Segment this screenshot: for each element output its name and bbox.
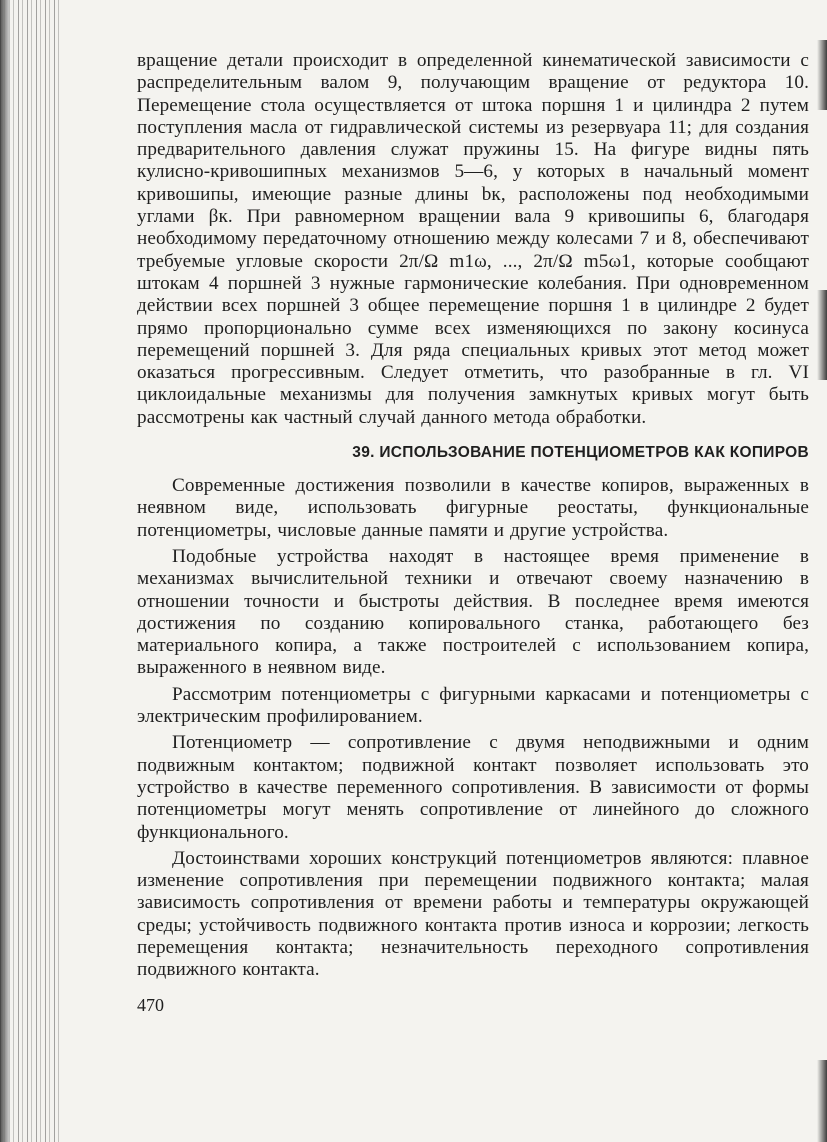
body-paragraph: Подобные устройства находят в настоящее время применение в механизмах вычислительной техники и отвечают своему назначению в отношении точности и быстроты действия. В последнее время имеются достижения по созданию копировального станка, работающего без материального копира, а также построителей с использованием копира, выраженного в неявном виде. — [137, 545, 809, 679]
body-paragraph: Современные достижения позволили в качестве копиров, выраженных в неявном виде, использовать фигурные реостаты, функциональные потенциометры, числовые данные памяти и другие устройства. — [137, 475, 809, 541]
body-paragraph: Рассмотрим потенциометры с фигурными каркасами и потенциометры с электрическим профилированием. — [137, 683, 809, 728]
scan-edge-mark — [817, 40, 827, 110]
document-page — [137, 50, 809, 1016]
body-paragraph: Достоинствами хороших конструкций потенциометров являются: плавное изменение сопротивления при перемещении подвижного контакта; малая зависимость сопротивления от времени работы и температуры окружающей среды; устойчивость подвижного контакта против износа и коррозии; легкость перемещения контакта; незначительность переходного сопротивления подвижного контакта. — [137, 847, 809, 981]
scan-edge-mark — [817, 1060, 827, 1142]
scan-edge-mark — [817, 290, 827, 380]
body-paragraph: Потенциометр — сопротивление с двумя неподвижными и одним подвижным контактом; подвижной контакт позволяет использовать это устройство в качестве переменного сопротивления. В зависимости от формы потенциометры могут менять сопротивление от линейного до сложного функционального. — [137, 732, 809, 843]
section-heading: 39. ИСПОЛЬЗОВАНИЕ ПОТЕНЦИОМЕТРОВ КАК КОПИРОВ — [352, 444, 809, 462]
page-binding-edge — [0, 0, 10, 1142]
page-number: 470 — [137, 994, 164, 1015]
body-paragraph: вращение детали происходит в определенной кинематической зависимости с распределительным валом 9, получающим вращение от редуктора 10. Перемещение стола осуществляется от штока поршня 1 и цилиндра 2 путем поступления масла от гидравлической системы из резервуара 11; для создания предварительного давления служат пружины 15. На фигуре видны пять кулисно-кривошипных механизмов 5—6, у которых в начальный момент кривошипы, имеющие разные длины bк, расположены под необходимыми углами βк. При равномерном вращении вала 9 кривошипы 6, благодаря необходимому передаточному отношению между колесами 7 и 8, обеспечивают требуемые угловые скорости 2π/Ω m1ω, ..., 2π/Ω m5ω1, которые сообщают штокам 4 поршней 3 нужные гармонические колебания. При одновременном действии всех поршней 3 общее перемещение поршня 1 в цилиндре 2 будет прямо пропорционально сумме всех изменяющихся по закону косинуса перемещений поршней 3. Для ряда специальных кривых этот метод может оказаться прогрессивным. Следует отметить, что разобранные в гл. VI циклоидальные механизмы для получения замкнутых кривых могут быть рассмотрены как частный случай данного метода обработки. — [137, 50, 809, 428]
